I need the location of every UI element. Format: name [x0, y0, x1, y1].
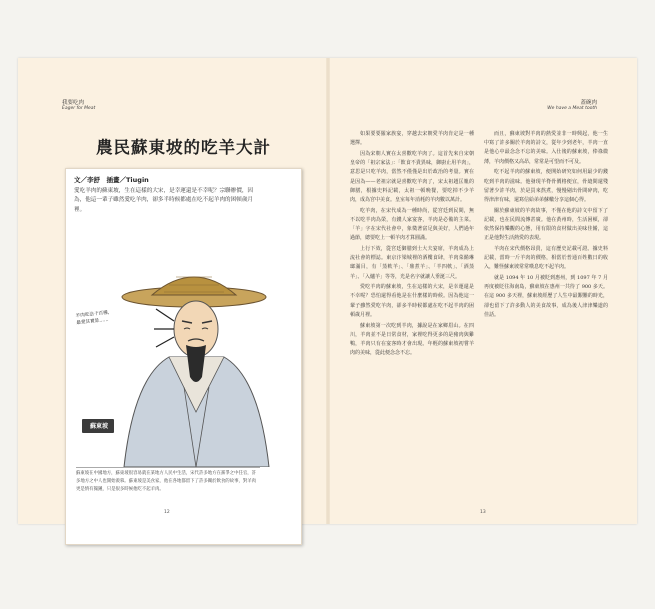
paragraph: 如果要要羅家族宴，穿越去宋朝愛羊肉肯定是一種選擇。 — [350, 131, 474, 147]
article-title: 農民蘇東坡的吃羊大計 — [96, 138, 271, 157]
byline: 文／李舒 插畫／Tiugin — [74, 176, 149, 184]
left-running-head-zh: 我要吃肉 — [62, 100, 85, 106]
body-column-2 — [484, 130, 608, 508]
paragraph: 就是 1094 年 10 月被貶到惠州，到 1097 年 7 月再度被貶往海南島，蘇東坡在惠州一共待了 900 多天。在這 900 多天裡，蘇東坡經歷了人生中最艱難的時光，卻也留下了許多動人的美食故事，成為後人津津樂道的佳話。 — [484, 275, 608, 318]
right-running-head-en: We have a Meat tooth — [547, 106, 597, 111]
body-column-1 — [350, 130, 474, 508]
speech-note: 羊肉吃法千百種，最愛其實是…… — [75, 310, 113, 327]
illustration-caption: 蘇東坡在中國地方，蘇東坡很容易就在某地方人民中生活，宋代許多地方在黨爭之中任官，許多地方之中人也開始羨慕。蘇東坡是美食家，他在各地都留下了許多關於飲食的故事，對羊肉更是情有獨鍾，只是很多時候他吃不起羊肉。 — [76, 467, 260, 494]
name-label: 蘇東坡 — [89, 423, 108, 430]
paragraph: 蘇東坡第一次吃到羊肉，據說是在家鄉眉山。在四川，羊肉並不是日常食材，家裡吃得更多的是豬肉與雞鴨，羊肉只有在宴客時才會出現。年輕的蘇東坡初嘗羊肉的美味，從此便念念不忘。 — [350, 322, 474, 357]
paragraph: 吃羊肉，在宋代成為一種時尚，從宮廷到民間，無不以吃羊肉為榮，有錢人家宴客，羊肉是必備的主菜。「羊」字在宋代社會中，象徵著富足與美好，人們過年過節，總要吃上一頓羊肉才算圓滿。 — [350, 207, 474, 242]
paragraph: 羊肉在宋代價格昂貴，這有歷史記載可證。據史料記載，當時一斤羊肉的價格，相當於普通百姓數日的收入，難怪蘇東坡常常嘆息吃不起羊肉。 — [484, 245, 608, 271]
paragraph: 愛吃羊肉的蘇東坡，生在這樣的大宋，是幸運還是不幸呢？恐怕還得看他是在什麼樣的時候。因為他這一輩子雖然愛吃羊肉，卻多半時候都處在吃不起羊肉的困頓歲月裡。 — [350, 284, 474, 318]
left-page — [18, 58, 326, 524]
paragraph: 吃不起羊肉的蘇東坡，便開始研究如何用最少的錢吃到羊肉的滋味。他發現羊脊骨價格便宜，骨縫間還殘留著少許羊肉，於是買來熬煮，慢慢剔出骨間碎肉，吃得津津有味，還寫信給弟弟蘇轍分享這個心得。 — [484, 169, 608, 203]
right-running-head-zh: 蓋碗肉 — [580, 100, 597, 106]
paragraph: 關於蘇東坡的羊肉故事，不僅在他的詩文中留下了記載，也在民間流傳甚廣。他在黃州時，生活困頓，卻依然保持樂觀的心態，用有限的食材做出美味佳餚，這正是他對生活熱愛的表現。 — [484, 207, 608, 242]
right-page — [330, 58, 637, 524]
book-spread — [18, 58, 637, 524]
paragraph: 而且，蘇東坡對羊肉的熱愛並非一時興起，他一生中寫了許多關於羊肉的詩文，從年少到老年，羊肉一直是他心中最念念不忘的美味。入仕後的蘇東坡，俸祿微薄，羊肉價格又高昂，常常是可望而不可及。 — [484, 131, 608, 165]
intro-text: 愛吃羊肉的蘇東坡，生在這樣的大宋，是幸運還是不幸呢？宗聯辦價，因為，他這一輩子雖然愛吃羊肉，卻多半時候都處在吃不起羊肉的困頓歲月裡。 — [74, 188, 254, 213]
left-page-number: 12 — [164, 510, 170, 515]
illustration-card — [65, 168, 302, 545]
left-running-head-en: Eager for Meat — [62, 106, 96, 111]
paragraph: 上行下效，從宮廷御膳到士大夫宴席，羊肉成為上流社會的標誌。東京汴梁城裡的酒樓食肆，羊肉菜餚琳瑯滿目，有「蒸軟羊」、「鼎煮羊」、「羊四軟」、「酒蒸羊」、「入爐羊」等等，光是名字就讓人垂涎三尺。 — [350, 245, 474, 280]
right-page-number: 13 — [480, 510, 486, 515]
su-dongpo-illustration — [74, 237, 294, 467]
paragraph: 因為宋朝人實在太喜歡吃羊肉了。這首先來自宋朝皇帝的「祖宗家法」：「飲食不貴異味，御廚止用羊肉」，意思是只吃羊肉，當然不僅僅是出於政治的考量。實在是因為——老祖宗就是喜歡吃羊肉了，宋太祖趙匡胤的御膳，根據史料記載，太祖一頓晚餐，要吃掉不少羊肉，成為宮中美食。皇室每年消耗的羊肉數以萬計。 — [350, 150, 474, 203]
